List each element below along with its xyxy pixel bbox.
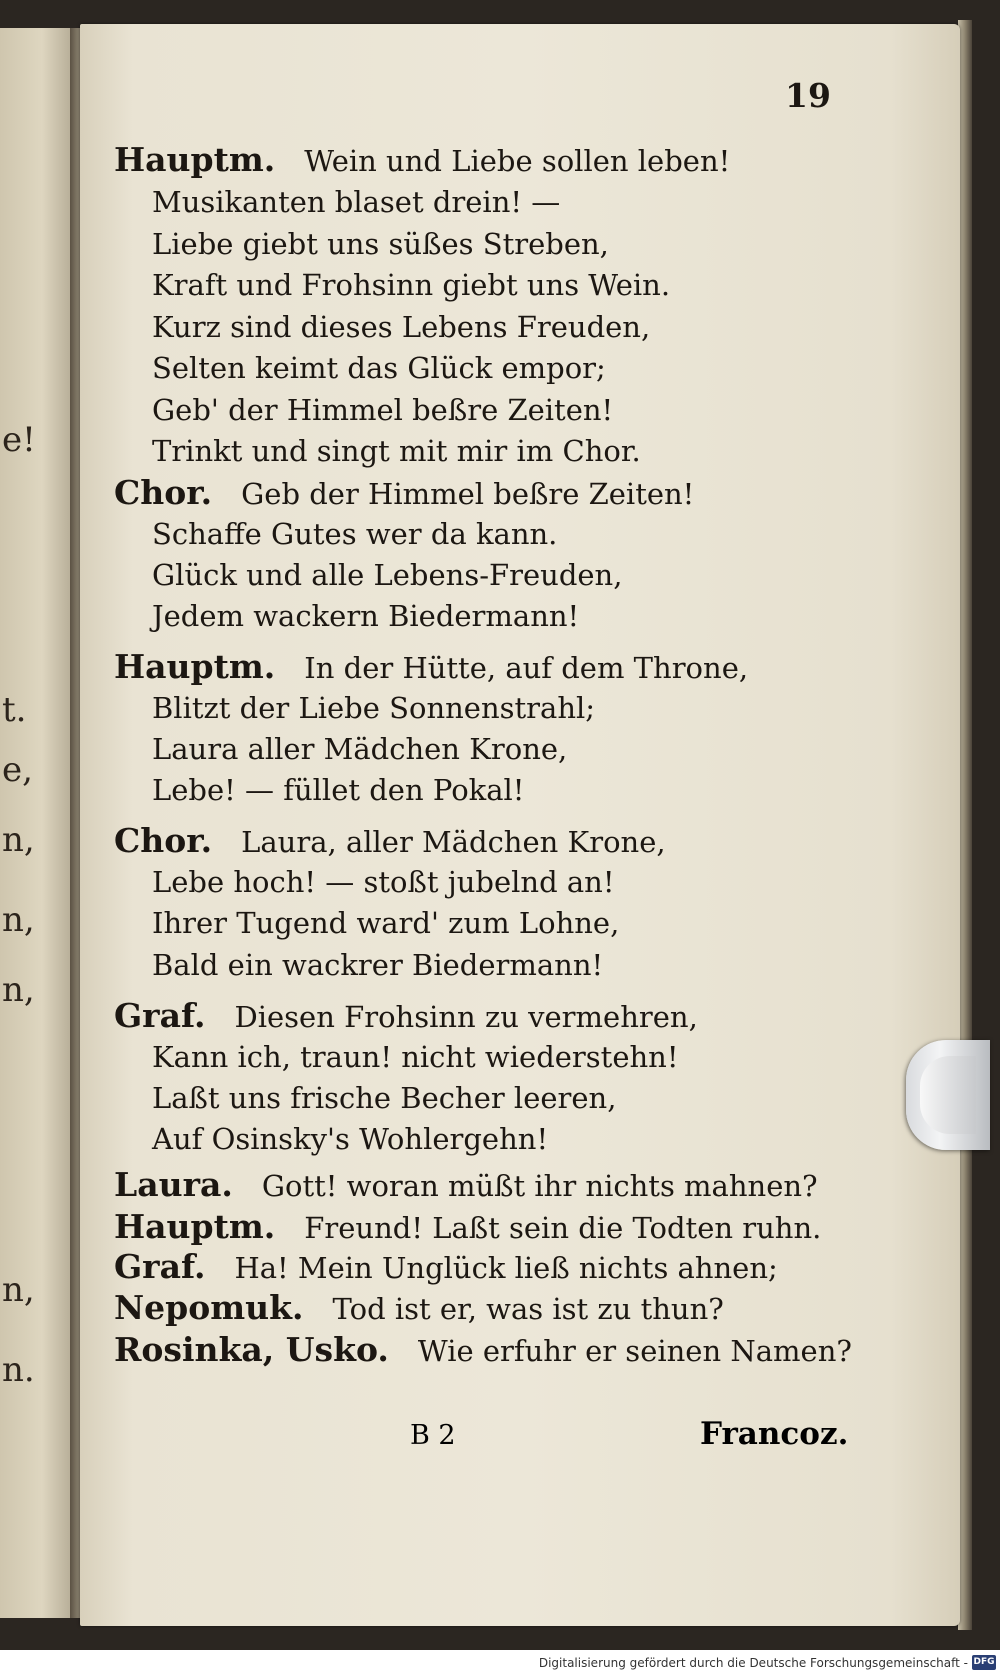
line-text: Glück und alle Lebens-Freuden, xyxy=(152,558,623,592)
page-fore-edge xyxy=(958,20,972,1630)
line-text: Ha! Mein Unglück ließ nichts ahnen; xyxy=(234,1251,778,1285)
line-text: Musikanten blaset drein! — xyxy=(152,185,561,219)
verse-line xyxy=(152,906,619,940)
speaker-line xyxy=(114,473,695,512)
line-text: Geb' der Himmel beßre Zeiten! xyxy=(152,393,614,427)
line-text: Gott! woran müßt ihr nichts mahnen? xyxy=(261,1169,818,1203)
speaker-line xyxy=(114,1247,778,1286)
line-text: Lebe! — füllet den Pokal! xyxy=(152,773,525,807)
speaker-name: Laura. xyxy=(114,1165,233,1204)
line-text: Jedem wackern Biedermann! xyxy=(152,599,580,633)
speaker-name: Hauptm. xyxy=(114,140,276,179)
verse-line xyxy=(152,865,615,899)
speaker-line xyxy=(114,996,698,1035)
verse-line xyxy=(152,393,613,427)
verse-line xyxy=(152,1040,679,1074)
line-text: Auf Osinsky's Wohlergehn! xyxy=(152,1122,549,1156)
speaker-name: Rosinka, Usko. xyxy=(114,1330,389,1369)
line-text: Schaffe Gutes wer da kann. xyxy=(152,517,558,551)
line-text: Ihrer Tugend ward' zum Lohne, xyxy=(152,906,620,940)
verse-line xyxy=(152,1122,548,1156)
catchword: Francoz. xyxy=(700,1416,849,1452)
page-clip xyxy=(906,1040,990,1150)
line-text: Kurz sind dieses Lebens Freuden, xyxy=(152,310,651,344)
line-text: Wein und Liebe sollen leben! xyxy=(304,144,731,178)
verse-line xyxy=(152,732,567,766)
speaker-name: Hauptm. xyxy=(114,647,276,686)
line-text: Liebe giebt uns süßes Streben, xyxy=(152,227,609,261)
left-page-mark: n, xyxy=(2,900,35,940)
left-page-mark: n. xyxy=(2,1350,35,1390)
speaker-name: Graf. xyxy=(114,1247,206,1286)
left-page-mark: n, xyxy=(2,820,35,860)
speaker-line xyxy=(114,1165,818,1204)
line-text: Tod ist er, was ist zu thun? xyxy=(332,1292,724,1326)
speaker-name: Graf. xyxy=(114,996,206,1035)
verse-line xyxy=(152,351,606,385)
verse-line xyxy=(152,691,595,725)
line-text: Diesen Frohsinn zu vermehren, xyxy=(234,1000,698,1034)
line-text: Laura aller Mädchen Krone, xyxy=(152,732,568,766)
line-text: Kann ich, traun! nicht wiederstehn! xyxy=(152,1040,679,1074)
speaker-name: Chor. xyxy=(114,821,213,860)
speaker-line xyxy=(114,647,749,686)
verse-line xyxy=(152,434,641,468)
verse-line xyxy=(152,948,603,982)
line-text: Geb der Himmel beßre Zeiten! xyxy=(241,477,695,511)
speaker-name: Nepomuk. xyxy=(114,1288,304,1327)
footer-bar xyxy=(0,1652,1000,1675)
line-text: Kraft und Frohsinn giebt uns Wein. xyxy=(152,268,671,302)
speaker-line xyxy=(114,1330,852,1369)
left-page-mark: n, xyxy=(2,1270,35,1310)
line-text: Laßt uns frische Becher leeren, xyxy=(152,1081,617,1115)
speaker-line xyxy=(114,1207,822,1246)
left-page-mark: e, xyxy=(2,750,33,790)
speaker-line xyxy=(114,140,731,179)
verse-line xyxy=(152,1081,616,1115)
line-text: Freund! Laßt sein die Todten ruhn. xyxy=(304,1211,822,1245)
verse-line xyxy=(152,773,524,807)
speaker-line xyxy=(114,821,666,860)
line-text: Selten keimt das Glück empor; xyxy=(152,351,606,385)
verse-line xyxy=(152,227,609,261)
verse-line xyxy=(152,268,670,302)
line-text: Trinkt und singt mit mir im Chor. xyxy=(152,434,641,468)
left-page-marks xyxy=(2,28,62,1618)
speaker-name: Hauptm. xyxy=(114,1207,276,1246)
speaker-line xyxy=(114,1288,724,1327)
verse-line xyxy=(152,185,560,219)
left-page-mark: e! xyxy=(2,420,36,460)
line-text: Bald ein wackrer Biedermann! xyxy=(152,948,604,982)
verse-line xyxy=(152,517,557,551)
line-text: Laura, aller Mädchen Krone, xyxy=(241,825,666,859)
line-text: Wie erfuhr er seinen Namen? xyxy=(417,1334,852,1368)
speaker-name: Chor. xyxy=(114,473,213,512)
left-page-mark: n, xyxy=(2,970,35,1010)
left-page-edge xyxy=(0,28,70,1618)
signature-mark: B 2 xyxy=(410,1420,456,1451)
footer-credit: Digitalisierung gefördert durch die Deutsche Forschungsgemeinschaft - xyxy=(538,1656,968,1670)
verse-line xyxy=(152,599,579,633)
line-text: Lebe hoch! — stoßt jubelnd an! xyxy=(152,865,615,899)
line-text: Blitzt der Liebe Sonnenstrahl; xyxy=(152,691,596,725)
verse-line xyxy=(152,558,622,592)
verse-line xyxy=(152,310,650,344)
line-text: In der Hütte, auf dem Throne, xyxy=(304,651,749,685)
dfg-logo-icon: DFG xyxy=(972,1655,996,1670)
page-number: 19 xyxy=(785,76,831,115)
left-page-mark: t. xyxy=(2,690,27,730)
